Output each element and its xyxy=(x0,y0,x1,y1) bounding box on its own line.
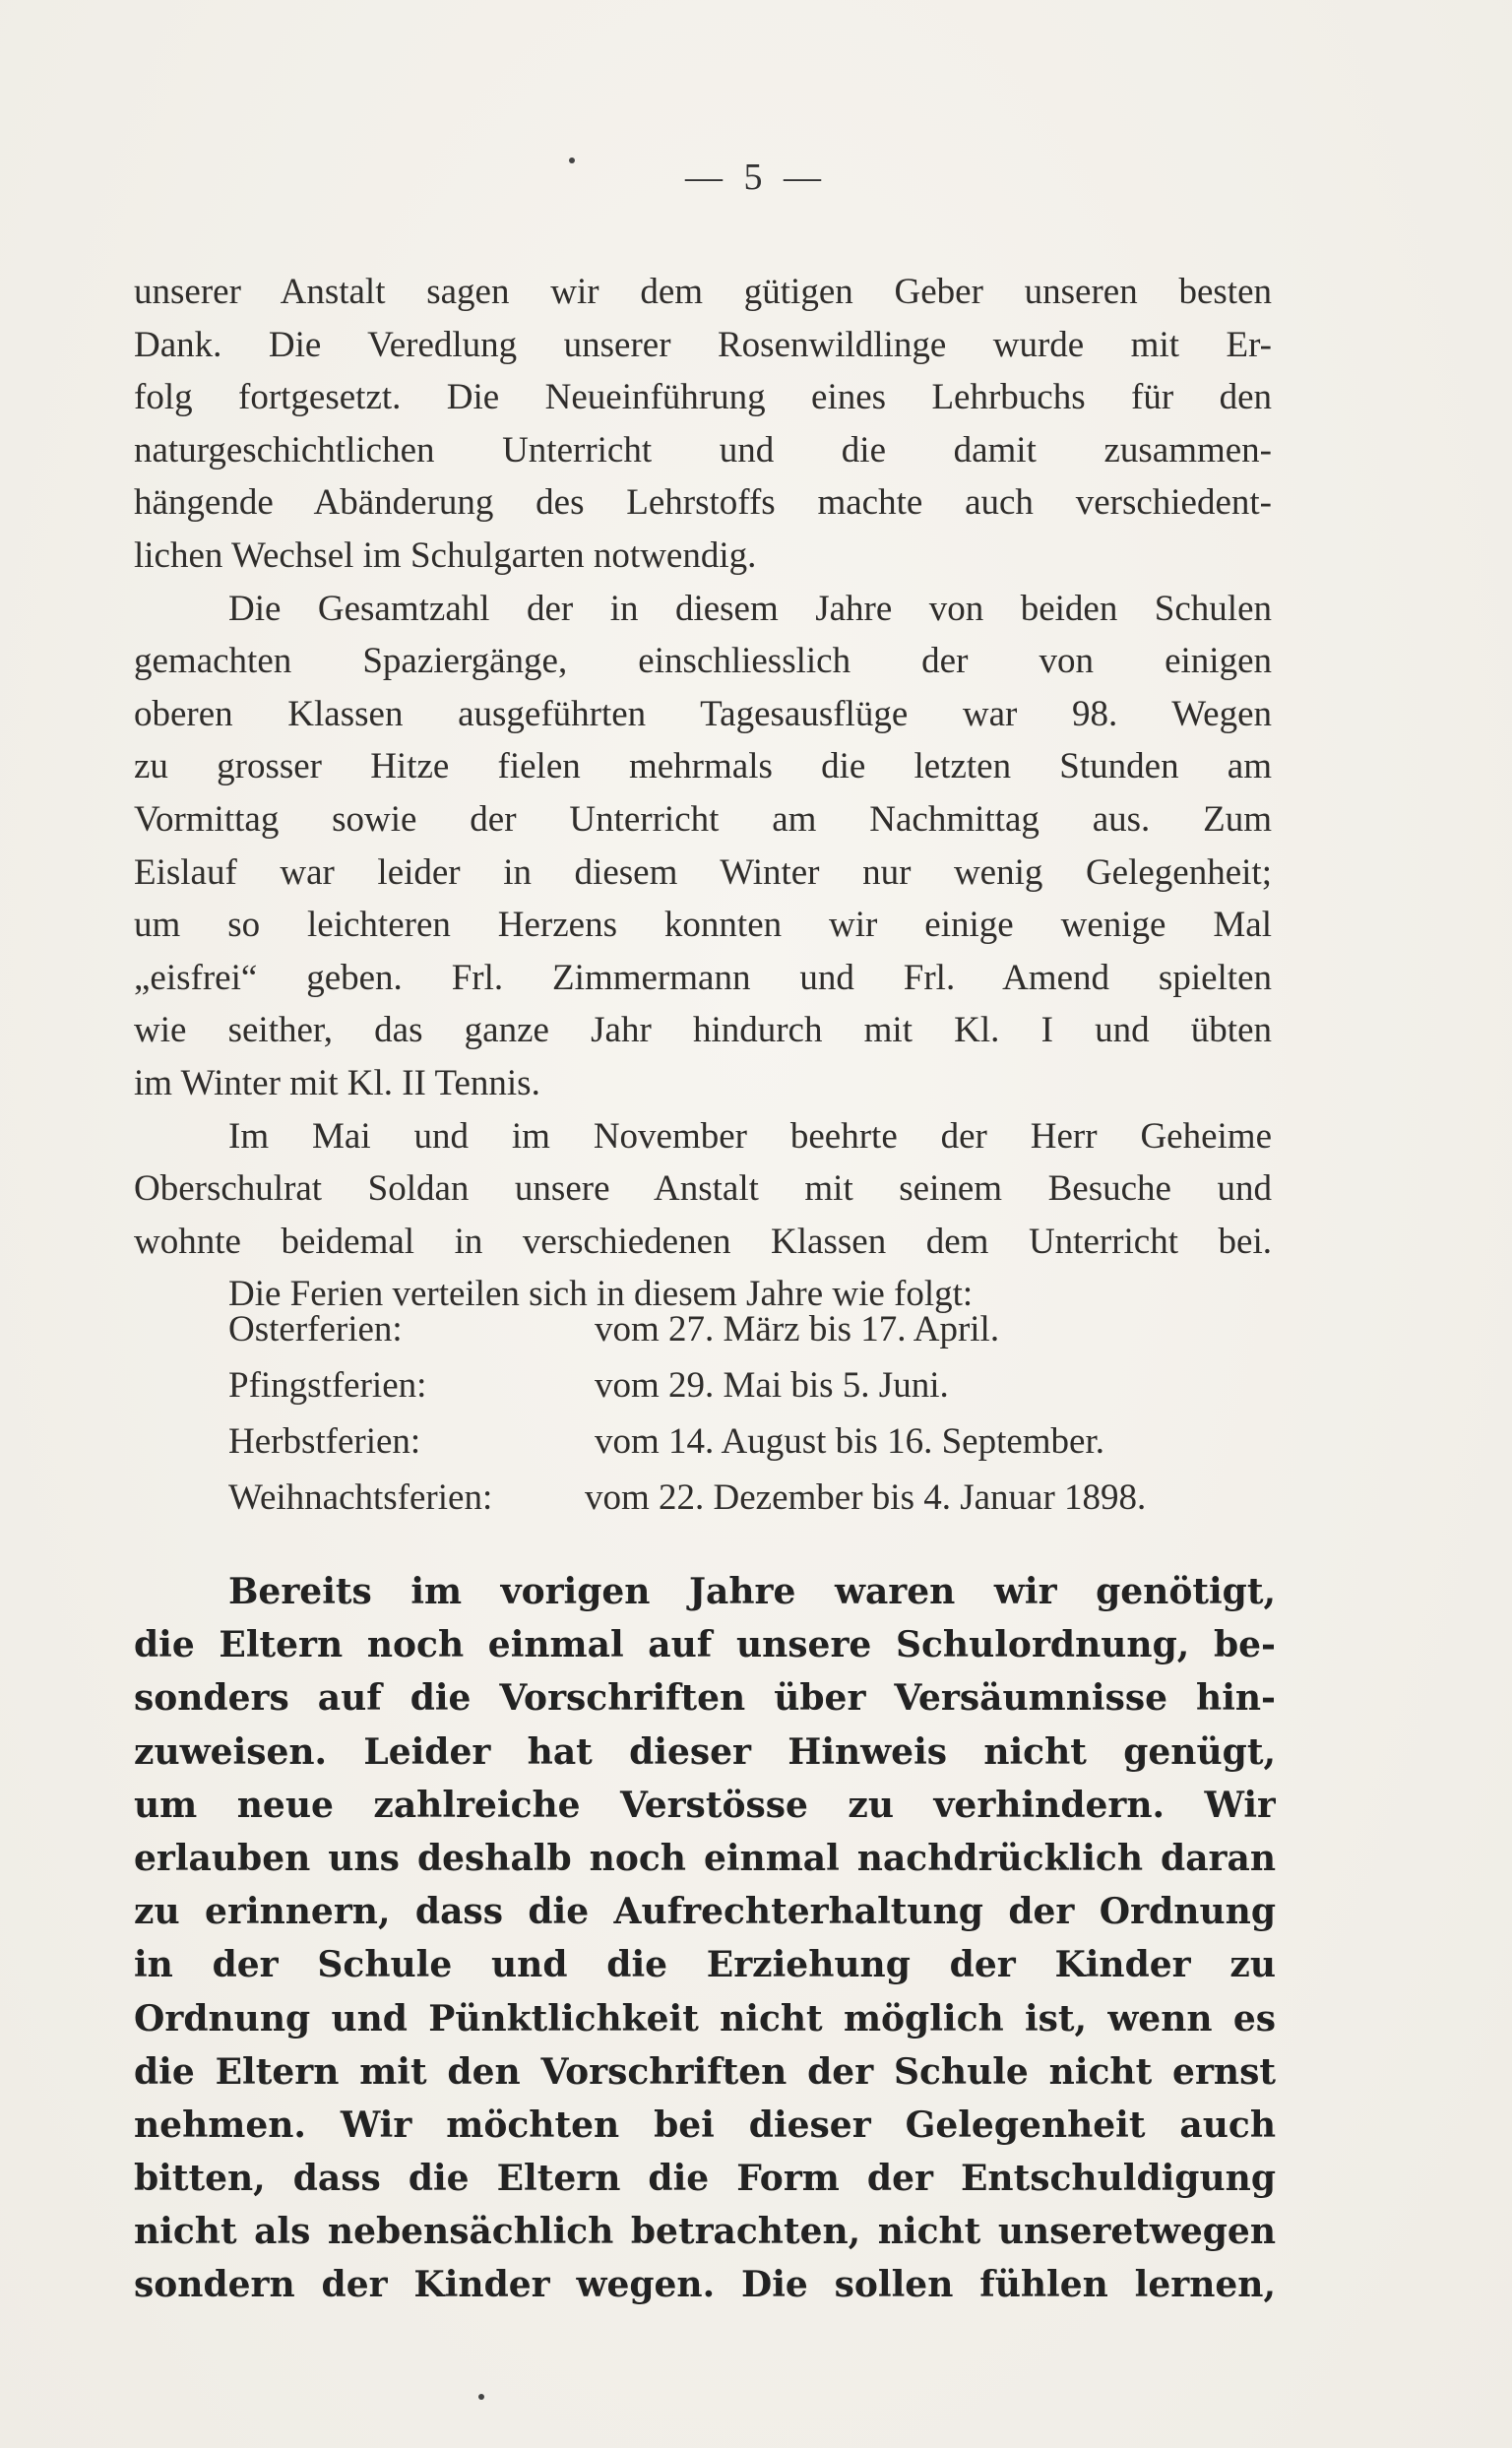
holiday-row xyxy=(228,1415,1282,1472)
text-line: Ordnung und Pünktlichkeit nicht möglich ist, wenn es xyxy=(134,1997,1276,2040)
text-line: sondern der Kinder wegen. Die sollen fühlen lernen, xyxy=(134,2264,1276,2306)
text-line: erlauben uns deshalb noch einmal nachdrücklich daran xyxy=(134,1837,1276,1879)
page-number: — 5 — xyxy=(685,157,827,198)
holiday-table xyxy=(228,1303,1282,1528)
ink-dot-bottom xyxy=(478,2394,484,2400)
holiday-dates: vom 14. August bis 16. September. xyxy=(595,1421,1104,1462)
text-line: Im Mai und im November beehrte der Herr Geheime xyxy=(228,1115,1272,1157)
text-line: zuweisen. Leider hat dieser Hinweis nicht genügt, xyxy=(134,1730,1276,1773)
text-line: oberen Klassen ausgeführten Tagesausflüge war 98. Wegen xyxy=(134,693,1272,734)
holiday-name: Herbstferien: xyxy=(228,1421,421,1462)
holiday-dates: vom 29. Mai bis 5. Juni. xyxy=(595,1365,949,1406)
holiday-name: Weihnachtsferien: xyxy=(228,1477,493,1518)
text-line: Bereits im vorigen Jahre waren wir genötigt, xyxy=(228,1571,1276,1612)
text-line: wohnte beidemal in verschiedenen Klassen dem Unterricht bei. xyxy=(134,1221,1272,1262)
text-line: unserer Anstalt sagen wir dem gütigen Geber unseren besten xyxy=(134,272,1272,312)
holiday-row xyxy=(228,1303,1282,1359)
text-line: zu grosser Hitze fielen mehrmals die letzten Stunden am xyxy=(134,746,1272,787)
holiday-dates: vom 22. Dezember bis 4. Januar 1898. xyxy=(585,1477,1147,1518)
text-line: lichen Wechsel im Schulgarten notwendig. xyxy=(134,534,757,576)
text-line: die Eltern noch einmal auf unsere Schulordnung, be- xyxy=(134,1624,1276,1666)
text-line: Die Gesamtzahl der in diesem Jahre von beiden Schulen xyxy=(228,588,1272,629)
text-line: hängende Abänderung des Lehrstoffs machte auch verschiedent- xyxy=(134,482,1272,524)
holiday-name: Osterferien: xyxy=(228,1309,403,1350)
text-line: naturgeschichtlichen Unterricht und die damit zusammen- xyxy=(134,429,1272,471)
paragraph-garden xyxy=(134,266,1272,583)
text-line: die Eltern mit den Vorschriften der Schule nicht ernst xyxy=(134,2050,1276,2093)
text-line: nehmen. Wir möchten bei dieser Gelegenheit auch xyxy=(134,2103,1276,2146)
text-line: um neue zahlreiche Verstösse zu verhindern. Wir xyxy=(134,1784,1276,1826)
text-line: in der Schule und die Erziehung der Kinder zu xyxy=(134,1944,1276,1986)
bold-notice xyxy=(134,1565,1276,2312)
holiday-name: Pfingstferien: xyxy=(228,1365,427,1406)
text-line: im Winter mit Kl. II Tennis. xyxy=(134,1062,540,1103)
text-line: sonders auf die Vorschriften über Versäumnisse hin- xyxy=(134,1677,1276,1720)
text-line: Vormittag sowie der Unterricht am Nachmittag aus. Zum xyxy=(134,798,1272,840)
text-line: Die Ferien verteilen sich in diesem Jahre wie folgt: xyxy=(228,1274,974,1315)
paragraph-excursions xyxy=(134,583,1272,1110)
text-line: bitten, dass die Eltern die Form der Entschuldigung xyxy=(134,2158,1276,2200)
main-text xyxy=(134,266,1272,1321)
text-line: nicht als nebensächlich betrachten, nicht unseretwegen xyxy=(134,2211,1276,2253)
text-line: um so leichteren Herzens konnten wir einige wenige Mal xyxy=(134,905,1272,946)
text-line: wie seither, das ganze Jahr hindurch mit Kl. I und übten xyxy=(134,1010,1272,1051)
text-line: Dank. Die Veredlung unserer Rosenwildlinge wurde mit Er- xyxy=(134,324,1272,365)
holiday-dates: vom 27. März bis 17. April. xyxy=(595,1309,1000,1350)
holiday-row xyxy=(228,1472,1282,1528)
text-line: folg fortgesetzt. Die Neueinführung eines Lehrbuchs für den xyxy=(134,377,1272,418)
text-line: gemachten Spaziergänge, einschliesslich der von einigen xyxy=(134,641,1272,682)
text-line: zu erinnern, dass die Aufrechterhaltung der Ordnung xyxy=(134,1891,1276,1933)
paragraph-visit xyxy=(134,1110,1272,1269)
text-line: Eislauf war leider in diesem Winter nur wenig Gelegenheit; xyxy=(134,851,1272,893)
holiday-row xyxy=(228,1359,1282,1415)
text-line: Oberschulrat Soldan unsere Anstalt mit seinem Besuche und xyxy=(134,1168,1272,1210)
text-line: „eisfrei“ geben. Frl. Zimmermann und Frl. Amend spielten xyxy=(134,957,1272,998)
ink-dot-top xyxy=(569,157,575,163)
